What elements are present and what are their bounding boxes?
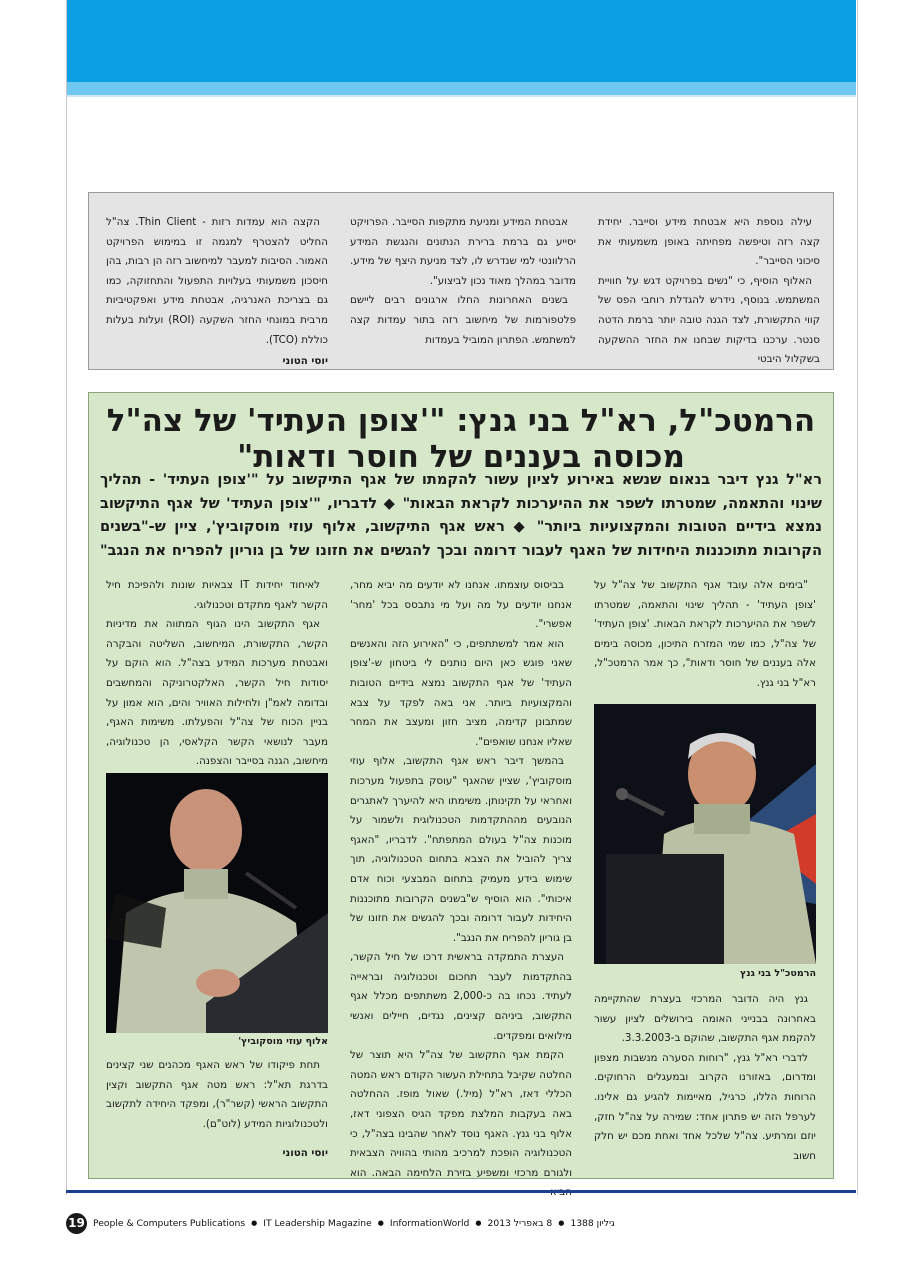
paragraph: האלוף הוסיף, כי "נשים בפרויקט דגש על חוויית המשתמש. בנוסף, נידרש להגדלת רוחבי הפס של קווי התקשורת, לצד הגנה טובה יותר ברמת הדטה סנטר. ערכנו בדיקות שבחנו את החזר ההשקעה בשקלול היבטי bbox=[598, 274, 820, 366]
paragraph: אגף התקשוב הינו הגוף המתווה את מדיניות הקשר, התקשורת, המיחשוב, השליטה והבקרה ואבטחת מערכות המידע בצה"ל. הוא הוקם על יסודות חיל הקשר, האלקטרוניקה והמחשבים ובדומה לאמ"ן ולחילות האוויר והים, הוא אמון על בניין הכוח של צה"ל והפעלתו. משימות האגף, מעבר לנושאי הקשר הקלאסי, הן טכנולוגיה, מיחשוב, הגנה בסייבר והצפנה. bbox=[106, 618, 328, 768]
article-col-right-bottom bbox=[594, 990, 816, 1166]
lead-line: נמצא בידיים הטובות והמקצועיות ביותר" ◆ ראש אגף התיקשוב, אלוף עוזי מוסקוביץ', ציין ש-"בשנים bbox=[100, 518, 822, 535]
prev-col-middle bbox=[350, 213, 576, 350]
paragraph: לדברי רא"ל גנץ, "רוחות הסערה מנשבות מצפון ומדרום, באזורנו הקרוב ובמעגלים הרחוקים. הרוחות הללו, כרגיל, מאיימות להגיע גם אלינו. לערפל הזה יש פתרון אחד: שמירה על צה"ל חזק, יוזם ומרתיע. צה"ל שלכל אחד ואחת מכם יש חלק חשוב bbox=[594, 1051, 816, 1162]
paragraph: בשנים האחרונות החלו ארגונים רבים ליישם פלטפורמות של מיחשוב רזה בתור עמדות קצה למשתמש. הפתרון המוביל בעמדות bbox=[350, 294, 576, 346]
bottom-rule bbox=[66, 1190, 856, 1193]
paragraph: תחת פיקודו של ראש האגף מכהנים שני קצינים בדרגת תא"ל: ראש מטה אגף התקשוב וקצין התקשוב הראשי (קשר"ר), ומפקד היחידה לתקשוב ולטכנולוגיות המידע (לוט"ם). bbox=[106, 1059, 328, 1130]
photo-benny-gantz bbox=[594, 704, 816, 964]
photo-caption-moskovitch: אלוף עוזי מוסקוביץ' bbox=[238, 1036, 328, 1047]
paragraph: בביסוס עוצמתו. אנחנו לא יודעים מה יביא מחר, אנחנו יודעים על מה ועל מי נתבסס בכל 'מחר' אפשרי". bbox=[350, 579, 572, 631]
bullet-icon: ● bbox=[251, 1219, 258, 1227]
paragraph: בהמשך דיבר ראש אגף התקשוב, אלוף עוזי מוסקוביץ', שציין שהאגף "עוסק בתפעול מערכות ואחראי על תקינותן. משימתו היא להיערך לאתגרים הנובעים מההתקדמות הטכנולוגית ולשמור על מוכנות צה"ל בעולם המתפתח". לדבריו, "האגף צריך להוביל את הצבא בתחום הטכנולוגיה, תוך שימוש בידע מעמיק בתחום המבצעי וכוח אדם איכותי". הוא הוסיף ש"בשנים הקרובות מתוכננות היחידות לעבור דרומה ובכך להגשים את חזונו של בן גוריון להפריח את הנגב". bbox=[350, 755, 572, 944]
footer-item: IT Leadership Magazine bbox=[263, 1217, 372, 1229]
article-col-right-top bbox=[594, 576, 816, 694]
prev-col-right bbox=[598, 213, 820, 370]
lead-line: שינוי והתאמה, שמטרתו לשפר את ההיערכות לקראת הבאות" ◆ לדבריו, "'צופן העתיד' של אגף התיקשוב bbox=[100, 494, 822, 512]
paragraph: "בימים אלה עובד אגף התקשוב של צה"ל על 'צופן העתיד' - תהליך שינוי והתאמה, שמטרתו לשפר את ההיערכות לקראת הבאות. 'צופן העתיד' של צה"ל, כמו שמי המזרח התיכון, מכוסה בימים אלה בעננים של חוסר ודאות", כך אמר הרמטכ"ל, רא"ל בני גנץ. bbox=[594, 579, 816, 689]
bullet-icon: ● bbox=[475, 1219, 482, 1227]
paragraph: לאיחוד יחידות IT צבאיות שונות ולהפיכת חיל הקשר לאגף מתקדם וטכנולוגי. bbox=[106, 579, 328, 611]
paragraph: הקצה הוא עמדות רזות - Thin Client. צה"ל החליט להצטרף למגמה זו במימוש הפרויקט האמור. הסיבות למעבר למיחשוב רזה הן רבות, בהן חיסכון משמעותי בעלויות התפעול והתחזוקה, כמו גם בצריכת האנרגיה, אבטחת מידע ואפקטיביות מרבית במונחי החזר השקעה (ROI) ועלות בעלות כוללת (TCO). bbox=[106, 216, 328, 346]
photo-uzi-moskovitch bbox=[106, 773, 328, 1033]
paragraph: אבטחת המידע ומניעת מתקפות הסייבר. הפרויקט יסייע גם ברמת ברירת הנתונים והנגשת המידע הרלוונטי למי שנדרש לו, לצד מניעת היצף של מידע. מדובר במהלך מאוד נכון לביצוע". bbox=[350, 216, 576, 287]
bullet-icon: ● bbox=[558, 1219, 565, 1227]
lead-line: רא"ל גנץ דיבר בנאום שנשא באירוע לציון עשור להקמתו של אגף התיקשוב על "'צופן העתיד' - תהליך bbox=[100, 471, 822, 488]
portrait-illustration bbox=[594, 704, 816, 964]
paragraph: עילה נוספת היא אבטחת מידע וסייבר. יחידת קצה רזה וטיפשה מפחיתה באופן משמעותי את סיכוני הסייבר". bbox=[598, 216, 820, 268]
author-signature: יוסי הטוני bbox=[282, 355, 328, 368]
author-signature: יוסי הטוני bbox=[282, 1147, 328, 1160]
footer-item: גיליון 1388 bbox=[570, 1217, 615, 1229]
portrait-illustration bbox=[106, 773, 328, 1033]
paragraph: הוא אמר למשתתפים, כי "האירוע הזה והאנשים שאני פוגש כאן היום נותנים לי ביטחון ש-'צופן העתיד' של אגף התקשוב נמצא בידיים הטובות והמקצועיות ביותר. אני באה לפקד על צבא שמתבונן קדימה, מציב חזון ומעצב את המחר שאליו אנחנו שואפים". bbox=[350, 637, 572, 748]
page-number: 19 bbox=[66, 1213, 87, 1234]
article-lead bbox=[100, 468, 822, 562]
prev-col-left bbox=[106, 213, 328, 372]
photo-caption-gantz: הרמטכ"ל בני גנץ bbox=[740, 968, 816, 979]
paragraph: הקמת אגף התקשוב של צה"ל היא תוצר של החלטה שקיבל בתחילת העשור הקודם ראש המטה הכללי דאז, רא"ל (מיל.) שאול מופז. ההחלטה באה בעקבות המלצת מפקד הגיס הצפוני דאז, אלוף בני גנץ. האגף נוסד לאחר שהבינו בצה"ל, כי הטכנולוגיה הופכת למרכיב מהותי בהוויה הצבאית ולגורם מרכזי ומשפיע בזירת הלחימה הבאה. הוא bbox=[350, 1049, 572, 1179]
footer-item: People & Computers Publications bbox=[93, 1217, 246, 1229]
paragraph: גנץ היה הדובר המרכזי בעצרת שהתקיימה באחרונה בבנייני האומה בירושלים לציון עשור להקמת אגף התקשוב, שהוקם ב-3.3.2003. bbox=[594, 993, 816, 1045]
footer-item: 8 באפריל 2013 bbox=[487, 1217, 553, 1229]
article-headline: הרמטכ"ל, רא"ל בני גנץ: "'צופן העתיד' של צה"ל מכוסה בעננים של חוסר ודאות" bbox=[106, 403, 816, 475]
bullet-icon: ● bbox=[377, 1219, 384, 1227]
page-footer bbox=[66, 1212, 626, 1234]
footer-item: InformationWorld bbox=[389, 1217, 470, 1229]
article-col-middle bbox=[350, 576, 572, 1203]
paragraph: העצרת התמקדה בראשית דרכו של חיל הקשר, בהתקדמות לעבר תחכום וטכנולוגיה ובראייה לעתיד. נכחו בה כ-2,000 משתתפים מכלל אגף התקשוב, ביניהם קצינים, נגדים, חיילים ואנשי מילואים ומפקדים. bbox=[350, 951, 572, 1042]
lead-line: הקרובות מתוכננות היחידות של האגף לעבור דרומה ובכך להגשים את חזונו של בן גוריון להפריח את הנגב" bbox=[100, 541, 822, 559]
article-col-left-top bbox=[106, 576, 328, 772]
article-col-left-bottom bbox=[106, 1056, 328, 1164]
